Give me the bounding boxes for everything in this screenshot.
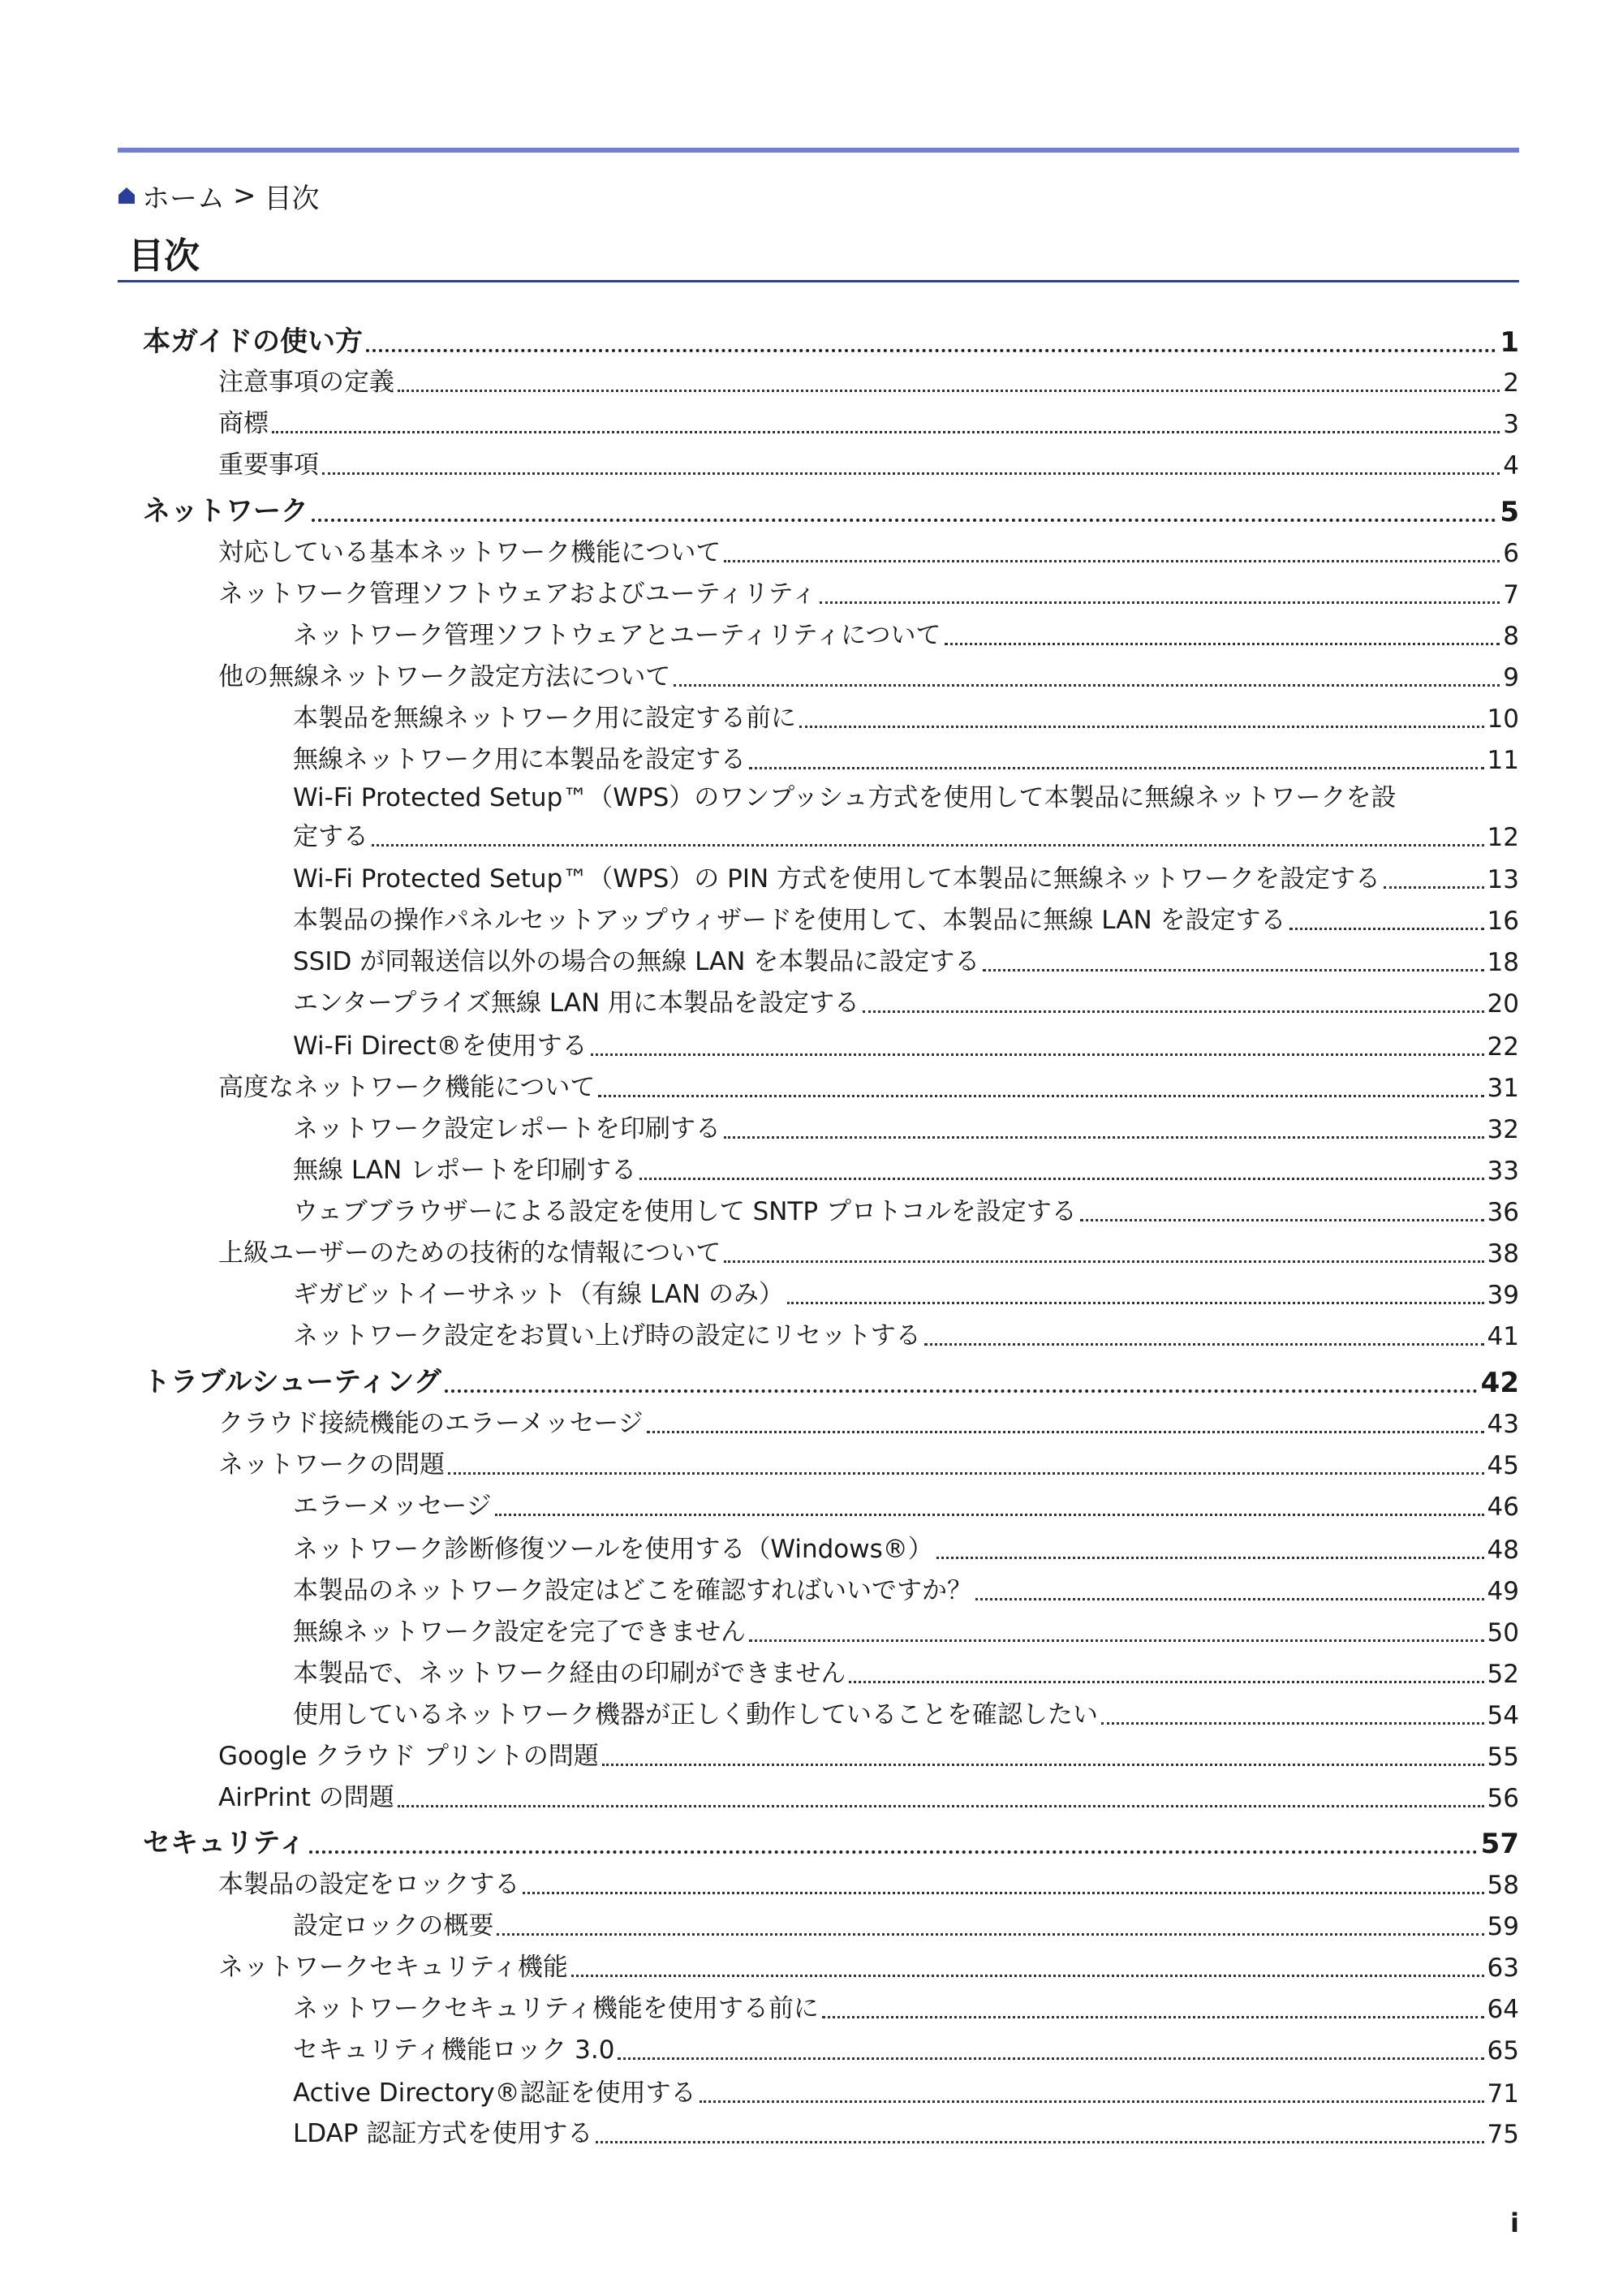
toc-leader-dots	[936, 1555, 1484, 1559]
toc-leader-dots	[591, 1052, 1484, 1056]
toc-entry-level-3[interactable]	[293, 1489, 1519, 1522]
toc-leader-dots	[1289, 926, 1484, 930]
toc-entry-level-1[interactable]	[143, 493, 1519, 528]
toc-entry-level-2[interactable]	[218, 577, 1519, 610]
toc-leader-dots	[571, 1973, 1484, 1977]
toc-entry-label: ネットワークの問題	[218, 1450, 445, 1480]
toc-leader-dots	[647, 1429, 1484, 1433]
toc-entry-label: ウェブブラウザーによる設定を使用して SNTP プロトコルを設定する	[293, 1197, 1077, 1226]
toc-leader-dots	[495, 1512, 1484, 1516]
toc-entry-label: Active Directory®認証を使用する	[293, 2078, 696, 2108]
toc-entry-level-3[interactable]	[293, 701, 1519, 734]
toc-entry-level-3[interactable]	[293, 986, 1519, 1019]
toc-entry-level-3[interactable]	[293, 1909, 1519, 1941]
toc-entry-page-number: 11	[1487, 746, 1519, 775]
toc-entry-label: 本製品の操作パネルセットアップウィザードを使用して、本製品に無線 LAN を設定する	[293, 906, 1286, 935]
toc-leader-dots	[448, 1471, 1484, 1475]
toc-entry-page-number: 32	[1487, 1115, 1519, 1144]
toc-leader-dots	[1384, 885, 1484, 889]
toc-entry-level-3[interactable]	[293, 1319, 1519, 1351]
toc-entry-level-3[interactable]	[293, 1532, 1519, 1565]
toc-entry-page-number: 57	[1480, 1828, 1519, 1860]
toc-entry-label: 商標	[218, 409, 269, 438]
toc-entry-level-2[interactable]	[218, 1781, 1519, 1813]
toc-leader-dots	[863, 1009, 1483, 1013]
toc-entry-label: 他の無線ネットワーク設定方法について	[218, 662, 671, 691]
toc-entry-level-2[interactable]	[218, 407, 1519, 439]
toc-entry-level-3[interactable]	[293, 1029, 1519, 1062]
breadcrumb-current: 目次	[264, 182, 320, 215]
toc-entry-page-number: 58	[1487, 1871, 1519, 1900]
toc-entry-label: ネットワーク管理ソフトウェアおよびユーティリティ	[218, 579, 817, 609]
toc-entry-level-2[interactable]	[218, 1867, 1519, 1900]
toc-entry-label: Google クラウド プリントの問題	[218, 1742, 599, 1771]
toc-entry-level-2[interactable]	[218, 365, 1519, 398]
toc-entry-level-3[interactable]	[293, 2033, 1519, 2066]
toc-entry-page-number: 22	[1487, 1032, 1519, 1062]
toc-leader-dots	[724, 1259, 1483, 1263]
toc-entry-label: ネットワークセキュリティ機能	[218, 1953, 568, 1982]
toc-entry-level-3[interactable]	[293, 1277, 1519, 1310]
toc-entry-level-3[interactable]	[293, 820, 1519, 852]
toc-entry-page-number: 75	[1487, 2120, 1519, 2149]
toc-leader-dots	[975, 1596, 1484, 1600]
toc-entry-page-number: 10	[1487, 704, 1519, 734]
toc-entry-label: ギガビットイーサネット（有線 LAN のみ）	[293, 1280, 785, 1309]
toc-entry-level-2[interactable]	[218, 1070, 1519, 1103]
toc-entry-label: 高度なネットワーク機能について	[218, 1073, 596, 1102]
toc-leader-dots	[523, 1890, 1483, 1894]
toc-entry-level-3[interactable]	[293, 2076, 1519, 2109]
toc-entry-page-number: 33	[1487, 1157, 1519, 1186]
toc-leader-dots	[983, 967, 1483, 971]
toc-leader-dots	[398, 1803, 1484, 1807]
toc-entry-label: セキュリティ	[143, 1827, 306, 1859]
toc-entry-level-3[interactable]	[293, 1992, 1519, 2024]
toc-entry-level-2[interactable]	[218, 1739, 1519, 1772]
toc-leader-dots	[700, 2099, 1484, 2103]
toc-entry-label: エンタープライズ無線 LAN 用に本製品を設定する	[293, 989, 860, 1018]
toc-entry-page-number: 43	[1487, 1410, 1519, 1439]
toc-entry-page-number: 48	[1487, 1536, 1519, 1565]
toc-entry-label: 無線ネットワーク用に本製品を設定する	[293, 745, 746, 774]
toc-entry-page-number: 12	[1487, 823, 1519, 852]
toc-entry-label: セキュリティ機能ロック 3.0	[293, 2035, 615, 2065]
toc-entry-label: SSID が同報送信以外の場合の無線 LAN を本製品に設定する	[293, 947, 980, 976]
toc-entry-label: ネットワーク	[143, 495, 308, 528]
toc-entry-label: 無線ネットワーク設定を完了できません	[293, 1618, 746, 1647]
toc-entry-page-number: 54	[1487, 1701, 1519, 1730]
toc-leader-dots	[724, 1135, 1484, 1139]
toc-leader-dots	[309, 1849, 1478, 1854]
toc-leader-dots	[674, 683, 1500, 687]
toc-entry-page-number: 1	[1500, 326, 1519, 359]
toc-entry-level-2[interactable]	[218, 1406, 1519, 1439]
toc-entry-label: 上級ユーザーのための技術的な情報について	[218, 1238, 721, 1268]
toc-entry-page-number: 20	[1487, 989, 1519, 1019]
toc-entry-level-2[interactable]	[218, 1448, 1519, 1480]
toc-entry-page-number: 52	[1487, 1660, 1519, 1689]
toc-entry-page-number: 56	[1487, 1784, 1519, 1813]
toc-entry-page-number: 36	[1487, 1198, 1519, 1227]
breadcrumb-separator: >	[233, 179, 256, 212]
toc-entry-label: ネットワーク診断修復ツールを使用する（Windows®）	[293, 1535, 933, 1564]
toc-entry-page-number: 71	[1487, 2079, 1519, 2109]
toc-leader-dots	[618, 2056, 1483, 2060]
toc-leader-dots	[372, 842, 1484, 846]
toc-entry-label: 本製品の設定をロックする	[218, 1870, 520, 1899]
toc-entry-first-line[interactable]: Wi-Fi Protected Setup™（WPS）のワンプッシュ方式を使用して本製品に無線ネットワークを設	[293, 783, 1397, 812]
toc-entry-page-number: 41	[1487, 1322, 1519, 1351]
toc-entry-label: トラブルシューティング	[143, 1366, 441, 1398]
toc-entry-label: エラーメッセージ	[293, 1492, 492, 1521]
toc-entry-level-3[interactable]	[293, 1153, 1519, 1186]
toc-leader-dots	[1101, 1721, 1484, 1725]
toc-entry-label: 設定ロックの概要	[293, 1911, 494, 1941]
toc-leader-dots	[366, 347, 1496, 352]
toc-entry-page-number: 55	[1487, 1742, 1519, 1772]
toc-leader-dots	[849, 1679, 1483, 1683]
toc-leader-dots	[272, 429, 1500, 433]
toc-entry-page-number: 64	[1487, 1995, 1519, 2024]
toc-entry-page-number: 2	[1503, 368, 1519, 398]
toc-entry-page-number: 46	[1487, 1493, 1519, 1522]
toc-entry-label: 本ガイドの使い方	[143, 325, 363, 358]
toc-entry-level-3[interactable]	[293, 618, 1519, 651]
toc-entry-label: AirPrint の問題	[218, 1783, 394, 1812]
toc-leader-dots	[822, 2014, 1484, 2018]
toc-entry-label: 定する	[293, 822, 368, 851]
toc-entry-level-3[interactable]	[293, 1615, 1519, 1648]
toc-entry-label: Wi-Fi Direct®を使用する	[293, 1032, 588, 1061]
toc-entry-page-number: 42	[1480, 1367, 1519, 1399]
toc-entry-level-2[interactable]	[218, 1950, 1519, 1983]
toc-entry-label: ネットワーク設定レポートを印刷する	[293, 1114, 721, 1144]
toc-leader-dots	[497, 1932, 1483, 1936]
toc-entry-label: Wi-Fi Protected Setup™（WPS）の PIN 方式を使用して本製品に無線ネットワークを設定する	[293, 864, 1381, 894]
toc-leader-dots	[749, 765, 1484, 769]
toc-entry-level-2[interactable]	[218, 536, 1519, 568]
toc-entry-label: 本製品のネットワーク設定はどこを確認すればいいですか？	[293, 1576, 972, 1605]
toc-entry-label: クラウド接続機能のエラーメッセージ	[218, 1409, 644, 1438]
toc-leader-dots	[312, 517, 1496, 522]
toc-entry-level-3[interactable]	[293, 862, 1519, 894]
toc-entry-label: 本製品を無線ネットワーク用に設定する前に	[293, 704, 796, 733]
toc-entry-page-number: 16	[1487, 907, 1519, 936]
toc-entry-label: 対応している基本ネットワーク機能について	[218, 538, 721, 567]
toc-entry-label: ネットワークセキュリティ機能を使用する前に	[293, 1994, 819, 2023]
toc-entry-label: 無線 LAN レポートを印刷する	[293, 1156, 637, 1185]
toc-entry-page-number: 3	[1503, 410, 1519, 439]
toc-leader-dots	[602, 1762, 1484, 1766]
toc-entry-label: 本製品で、ネットワーク経由の印刷ができません	[293, 1659, 846, 1688]
toc-entry-page-number: 18	[1487, 948, 1519, 977]
page-title: 目次	[128, 235, 200, 277]
toc-entry-level-3[interactable]	[293, 743, 1519, 775]
toc-entry-page-number: 7	[1503, 580, 1519, 610]
toc-entry-page-number: 63	[1487, 1954, 1519, 1983]
toc-leader-dots	[1080, 1217, 1484, 1221]
toc-leader-dots	[787, 1300, 1483, 1304]
toc-entry-level-2[interactable]	[218, 660, 1519, 692]
toc-leader-dots	[749, 1638, 1484, 1642]
toc-entry-label: LDAP 認証方式を使用する	[293, 2119, 593, 2148]
toc-entry-page-number: 31	[1487, 1074, 1519, 1103]
toc-entry-page-number: 38	[1487, 1239, 1519, 1269]
toc-entry-level-3[interactable]	[293, 1112, 1519, 1144]
toc-leader-dots	[322, 471, 1500, 475]
toc-leader-dots	[398, 388, 1500, 392]
toc-entry-label: ネットワーク設定をお買い上げ時の設定にリセットする	[293, 1321, 921, 1350]
toc-entry-level-3[interactable]	[293, 1698, 1519, 1730]
toc-entry-page-number: 49	[1487, 1577, 1519, 1606]
toc-entry-label: ネットワーク管理ソフトウェアとユーティリティについて	[293, 621, 941, 650]
toc-entry-label: 使用しているネットワーク機器が正しく動作していることを確認したい	[293, 1700, 1098, 1730]
toc-entry-level-3[interactable]	[293, 1574, 1519, 1606]
toc-entry-level-1[interactable]	[143, 1363, 1519, 1399]
toc-leader-dots	[945, 641, 1500, 645]
toc-entry-page-number: 50	[1487, 1618, 1519, 1648]
toc-entry-page-number: 45	[1487, 1451, 1519, 1480]
toc-entry-level-3[interactable]	[293, 903, 1519, 936]
toc-leader-dots	[598, 1093, 1483, 1097]
footer-page-number: i	[1510, 2208, 1519, 2238]
breadcrumb-home-link[interactable]: ホーム	[142, 182, 225, 215]
toc-leader-dots	[820, 600, 1500, 604]
toc-leader-dots	[639, 1176, 1483, 1180]
toc-leader-dots	[724, 558, 1500, 562]
toc-entry-page-number: 13	[1487, 865, 1519, 894]
toc-entry-level-3[interactable]	[293, 1656, 1519, 1689]
toc-entry-level-2[interactable]	[218, 448, 1519, 480]
toc-leader-dots	[799, 724, 1484, 728]
toc-entry-level-1[interactable]	[143, 323, 1519, 359]
toc-entry-page-number: 5	[1500, 496, 1519, 528]
toc-entry-level-3[interactable]	[293, 1195, 1519, 1227]
toc-entry-level-1[interactable]	[143, 1824, 1519, 1860]
toc-entry-level-2[interactable]	[218, 1236, 1519, 1269]
toc-entry-page-number: 39	[1487, 1281, 1519, 1310]
toc-leader-dots	[445, 1388, 1478, 1393]
toc-entry-level-3[interactable]	[293, 945, 1519, 977]
toc-entry-label: 注意事項の定義	[218, 368, 394, 397]
toc-entry-level-3[interactable]	[293, 2117, 1519, 2149]
toc-entry-page-number: 8	[1503, 622, 1519, 651]
toc-entry-page-number: 6	[1503, 539, 1519, 568]
toc-entry-page-number: 9	[1503, 663, 1519, 692]
toc-entry-label: 重要事項	[218, 450, 319, 480]
toc-entry-page-number: 59	[1487, 1912, 1519, 1941]
toc-entry-page-number: 65	[1487, 2036, 1519, 2066]
toc-leader-dots	[596, 2139, 1483, 2143]
toc-leader-dots	[924, 1342, 1484, 1346]
toc-entry-page-number: 4	[1503, 451, 1519, 480]
